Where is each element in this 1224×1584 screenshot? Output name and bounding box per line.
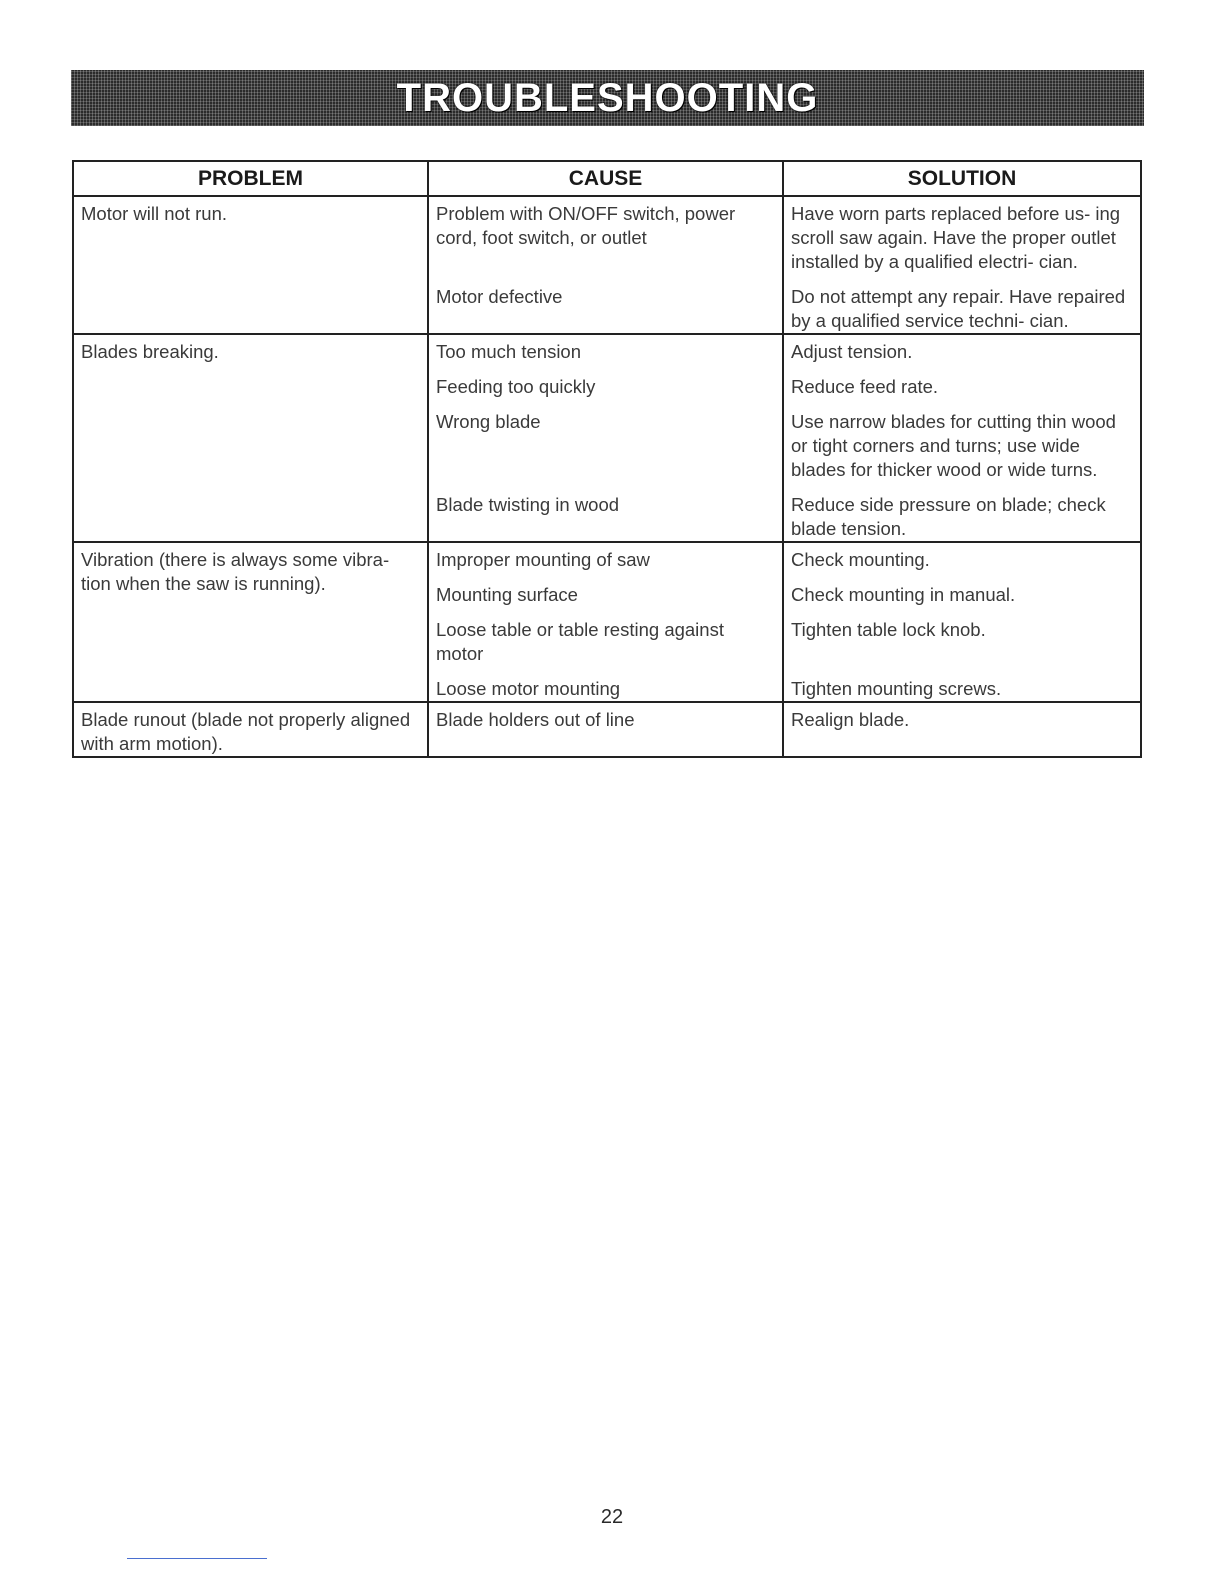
problem-cell: Blades breaking. [73,334,428,542]
solution-cell: Reduce feed rate. [783,375,1141,399]
header-solution: SOLUTION [783,161,1141,196]
solution-cell: Reduce side pressure on blade; check blade tension. [783,493,1141,542]
page-title: TROUBLESHOOTING [396,75,819,120]
header-row [73,161,1141,196]
cause-cell: Improper mounting of saw [428,542,783,572]
solution-cell: Realign blade. [783,702,1141,757]
troubleshooting-table [72,160,1142,758]
cause-cell: Loose table or table resting against motor [428,618,783,666]
solution-cell: Check mounting in manual. [783,583,1141,607]
footer-rule [127,1558,267,1559]
table-row [73,334,1141,364]
cause-cell: Problem with ON/OFF switch, power cord, foot switch, or outlet [428,196,783,274]
header-problem: PROBLEM [73,161,428,196]
cause-cell: Blade holders out of line [428,702,783,757]
problem-cell: Blade runout (blade not properly aligned with arm motion). [73,702,428,757]
table-row [73,702,1141,757]
page-number: 22 [600,1506,624,1528]
table-row [73,542,1141,572]
solution-cell: Adjust tension. [783,334,1141,364]
solution-cell: Tighten mounting screws. [783,677,1141,702]
cause-cell: Feeding too quickly [428,375,783,399]
cause-cell: Mounting surface [428,583,783,607]
cause-cell: Wrong blade [428,410,783,482]
solution-cell: Check mounting. [783,542,1141,572]
problem-cell: Motor will not run. [73,196,428,334]
problem-cell: Vibration (there is always some vibra- tion when the saw is running). [73,542,428,702]
title-banner [71,70,1144,126]
cause-cell: Loose motor mounting [428,677,783,702]
solution-cell: Tighten table lock knob. [783,618,1141,666]
cause-cell: Blade twisting in wood [428,493,783,542]
solution-cell: Use narrow blades for cutting thin wood or tight corners and turns; use wide blades for thicker wood or wide turns. [783,410,1141,482]
solution-cell: Have worn parts replaced before us- ing scroll saw again. Have the proper outlet installed by a qualified electri- cian. [783,196,1141,274]
header-cause: CAUSE [428,161,783,196]
cause-cell: Motor defective [428,285,783,334]
solution-cell: Do not attempt any repair. Have repaired by a qualified service techni- cian. [783,285,1141,334]
cause-cell: Too much tension [428,334,783,364]
table-row [73,196,1141,274]
